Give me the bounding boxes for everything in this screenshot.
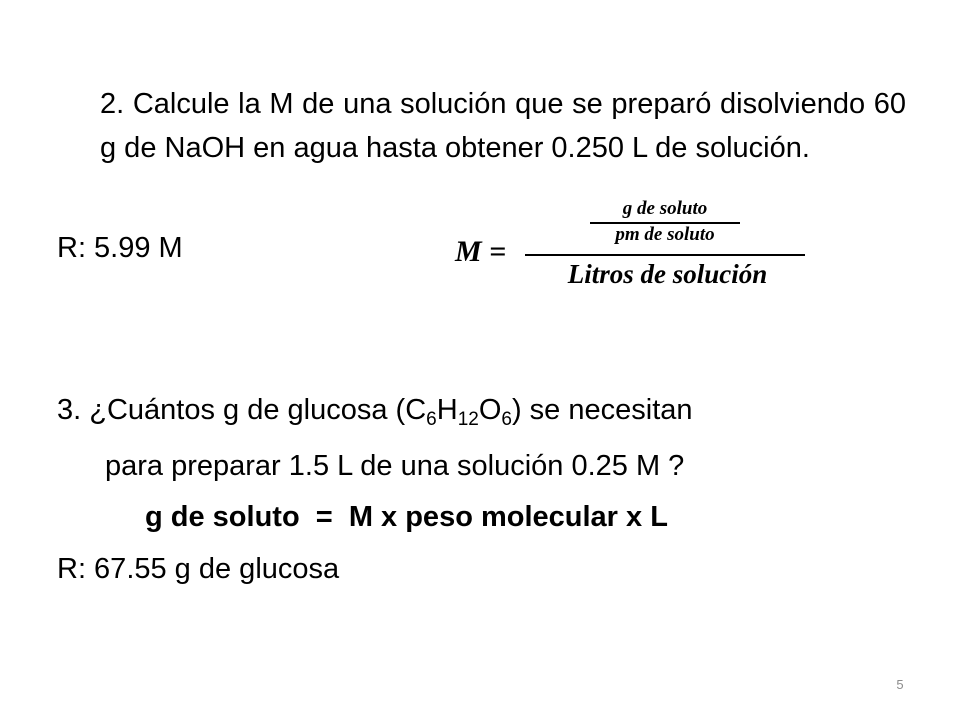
- formula-lhs: M =: [455, 235, 507, 268]
- subscript-carbon: 6: [426, 409, 437, 430]
- formula-main-fraction-bar: [525, 254, 805, 256]
- formula-denominator: Litros de solución: [567, 259, 768, 289]
- problem-3-equation: g de soluto = M x peso molecular x L: [145, 501, 668, 533]
- molarity-formula: [455, 196, 815, 296]
- subscript-hydrogen: 12: [457, 409, 479, 430]
- formula-inner-numerator: g de soluto: [622, 198, 708, 219]
- page-number: 5: [896, 677, 904, 692]
- problem-3-question: [57, 390, 693, 430]
- problem-3-line-2: para preparar 1.5 L de una solución 0.25 M ?: [105, 450, 685, 482]
- hydrogen-symbol: H: [436, 394, 458, 426]
- problem-3-prefix: 3. ¿Cuántos g de glucosa (C: [57, 394, 427, 426]
- problem-3-suffix: ) se necesitan: [511, 394, 693, 426]
- problem-3-answer: R: 67.55 g de glucosa: [57, 553, 340, 585]
- problem-2-statement: 2. Calcule la M de una solución que se preparó disolviendo 60 g de NaOH en agua hasta obtener 0.250 L de solución.: [100, 88, 906, 164]
- problem-2-answer: R: 5.99 M: [57, 232, 183, 264]
- oxygen-symbol: O: [478, 394, 502, 426]
- subscript-oxygen: 6: [501, 409, 512, 430]
- formula-inner-denominator: pm de soluto: [615, 224, 715, 245]
